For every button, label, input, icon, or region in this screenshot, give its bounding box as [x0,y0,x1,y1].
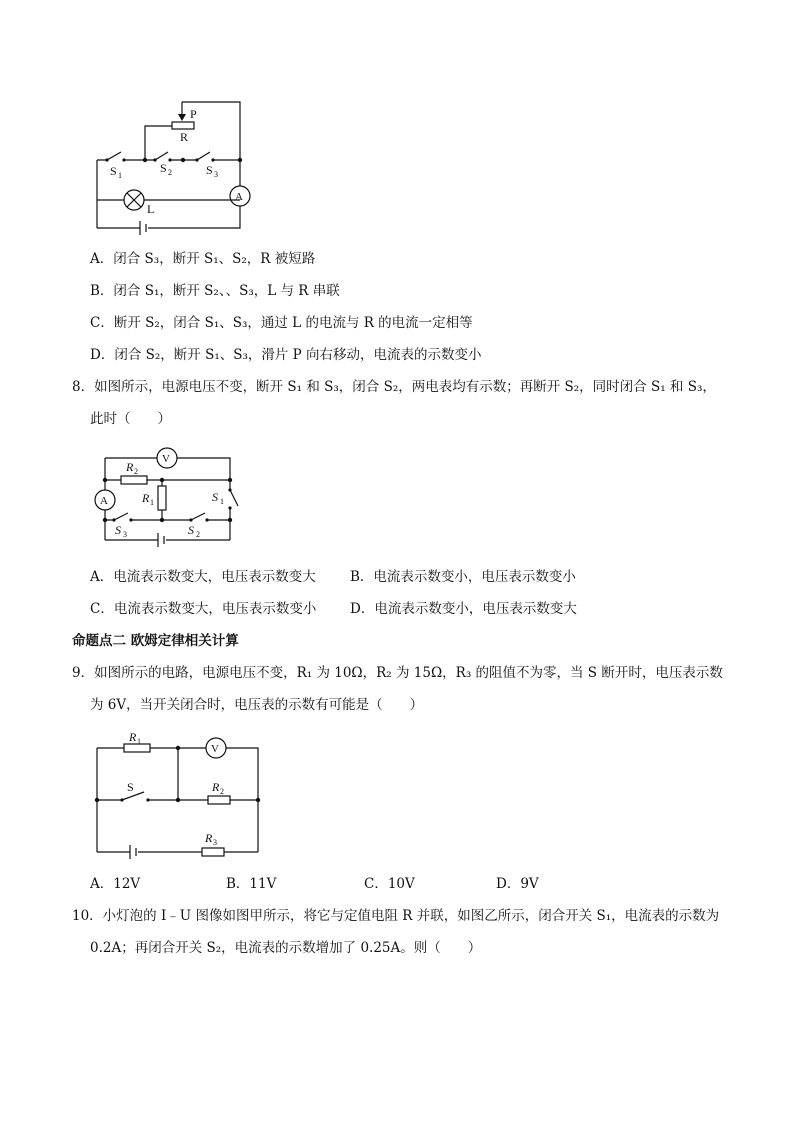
q9-stem-line2: 为 6V，当开关闭合时，电压表的示数有可能是（ ） [90,697,424,713]
q9-label-r2: R [212,780,220,794]
q9-label-switch: S [127,780,134,794]
q8-label-ammeter: A [100,495,108,507]
q9-label-r3: R [205,831,213,845]
q8-label-s2-sub: 2 [196,530,200,539]
q9-label-r1-sub: 1 [137,737,141,746]
q9-stem-line1: 9．如图所示的电路，电源电压不变，R₁ 为 10Ω，R₂ 为 15Ω，R₃ 的阻值不为零，当 S 断开时，电压表示数 [72,665,723,681]
q7-label-s3-sub: 3 [214,170,218,179]
q9-label-r3-sub: 3 [213,838,217,847]
q8-label-r1: R [142,491,150,505]
q7-option-b: B．闭合 S₁，断开 S₂、、S₃，L 与 R 串联 [90,283,340,299]
q8-stem-line1: 8．如图所示，电源电压不变，断开 S₁ 和 S₃，闭合 S₂，两电表均有示数；再断开 S₂，同时闭合 S₁ 和 S₃， [72,379,716,395]
q9-option-d: D．9V [496,876,539,892]
q7-option-c: C．断开 S₂，闭合 S₁、S₃，通过 L 的电流与 R 的电流一定相等 [90,315,473,331]
q7-label-lamp: L [147,202,155,216]
q7-label-s2-sub: 2 [168,168,172,177]
q8-label-r1-sub: 1 [150,498,154,507]
q7-option-a: A．闭合 S₃，断开 S₁、S₂，R 被短路 [90,251,316,267]
q9-option-b: B．11V [226,876,277,892]
q7-option-d: D．闭合 S₂，断开 S₁、S₃，滑片 P 向右移动，电流表的示数变小 [90,347,482,363]
q7-label-ammeter: A [235,191,243,203]
q8-label-s3-sub: 3 [123,530,127,539]
q7-label-s3: S [206,163,213,177]
q9-label-r2-sub: 2 [220,787,224,796]
q8-stem-line2: 此时（ ） [90,411,171,427]
section-heading: 命题点二 欧姆定律相关计算 [72,633,239,649]
q10-stem-line1: 10．小灯泡的 I﹣U 图像如图甲所示，将它与定值电阻 R 并联，如图乙所示，闭合开关 S₁，电流表的示数为 [72,908,720,924]
q8-label-r2-sub: 2 [134,467,138,476]
q7-label-s1: S [110,164,117,178]
q9-option-a: A．12V [90,876,141,892]
q8-label-s3: S [115,523,121,537]
q9-option-c: C．10V [364,876,415,892]
q8-label-voltmeter: V [162,453,170,465]
q7-label-s1-sub: 1 [118,171,122,180]
q7-label-r: R [180,130,189,144]
q8-label-s2: S [188,523,194,537]
q8-option-c: C．电流表示数变大，电压表示数变小 [90,601,317,617]
q8-option-a: A．电流表示数变大，电压表示数变大 [90,569,316,585]
q7-label-s2: S [160,161,167,175]
q9-label-r1: R [129,730,137,744]
q8-label-r2: R [126,460,134,474]
q9-resistor-r3 [202,848,224,856]
q9-label-voltmeter: V [211,743,219,755]
q9-resistor-r2 [208,796,230,804]
q7-label-p: P [190,107,197,121]
q8-label-s1: S [212,490,218,504]
q8-option-b: B．电流表示数变小，电压表示数变小 [350,569,576,585]
q8-label-s1-sub: 1 [220,497,224,506]
q8-option-d: D．电流表示数变小，电压表示数变大 [350,601,577,617]
q10-stem-line2: 0.2A；再闭合开关 S₂，电流表的示数增加了 0.25A。则（ ） [90,940,482,956]
